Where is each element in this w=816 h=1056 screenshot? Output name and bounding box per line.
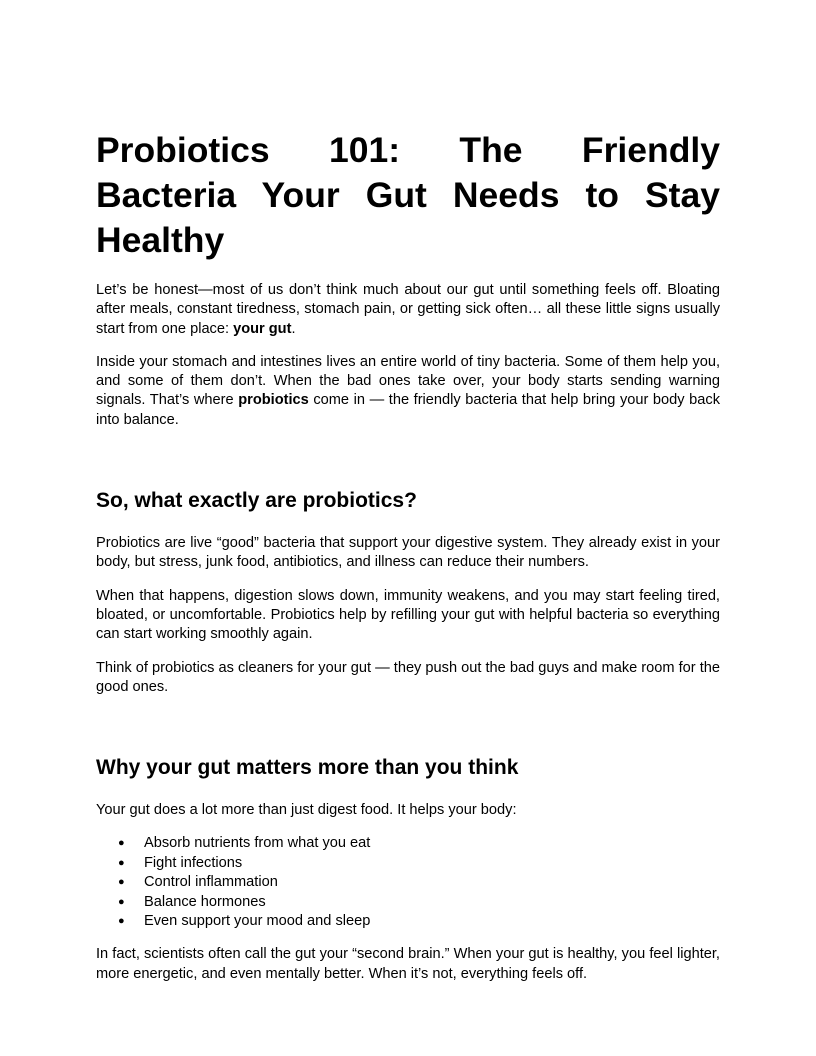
intro-p1-end: . xyxy=(291,320,296,337)
list-item-text: Fight infections xyxy=(144,854,243,871)
intro-p1-bold: your gut xyxy=(233,320,292,337)
section1-paragraph-1: Probiotics are live “good” bacteria that support your digestive system. They already exist in your body, but stress, junk food, antibiotics, and illness can reduce their numbers. xyxy=(96,535,720,571)
bullet-icon: ● xyxy=(118,895,125,908)
bullet-icon: ● xyxy=(118,876,125,889)
list-item-text: Even support your mood and sleep xyxy=(144,913,371,930)
intro-p1-text: Let’s be honest—most of us don’t think much about our gut until something feels off. Bloating after meals, constant tiredness, stomach pain, or getting sick often… all these little signs usually start from one place: xyxy=(96,282,720,337)
intro-paragraph-2 xyxy=(96,353,720,430)
document-title: Probiotics 101: The Friendly Bacteria Your Gut Needs to Stay Healthy xyxy=(96,130,720,260)
document-page xyxy=(96,128,720,984)
list-item xyxy=(96,912,720,931)
bullet-icon: ● xyxy=(118,915,125,928)
section1-paragraph-3: Think of probiotics as cleaners for your gut — they push out the bad guys and make room for the good ones. xyxy=(96,659,720,695)
section-heading-what-are-probiotics: So, what exactly are probiotics? xyxy=(96,489,417,513)
section-heading-why-gut-matters: Why your gut matters more than you think xyxy=(96,756,519,780)
bullet-icon: ● xyxy=(118,856,125,869)
bullet-icon: ● xyxy=(118,837,125,850)
intro-paragraph-1 xyxy=(96,281,720,339)
section2-closing-paragraph: In fact, scientists often call the gut your “second brain.” When your gut is healthy, you feel lighter, more energetic, and even mentally better. When it’s not, everything feels off. xyxy=(96,946,720,982)
list-item xyxy=(96,854,720,873)
intro-p2-bold: probiotics xyxy=(238,392,309,409)
list-item xyxy=(96,893,720,912)
list-item xyxy=(96,834,720,853)
section2-intro: Your gut does a lot more than just digest food. It helps your body: xyxy=(96,802,517,819)
benefits-list xyxy=(96,834,720,931)
list-item xyxy=(96,873,720,892)
list-item-text: Balance hormones xyxy=(144,893,266,910)
intro-p2-text: Inside your stomach and intestines lives an entire world of tiny bacteria. Some of them help you, and some of them don’t. When the bad ones take over, your body starts sending warning signals. That’s where xyxy=(96,353,720,409)
intro-p2-end: come in — the friendly bacteria that help bring your body back into balance. xyxy=(96,392,720,428)
list-item-text: Absorb nutrients from what you eat xyxy=(144,835,371,852)
section1-paragraph-2: When that happens, digestion slows down, immunity weakens, and you may start feeling tired, bloated, or uncomfortable. Probiotics help by refilling your gut with helpful bacteria so everything can start working smoothly again. xyxy=(96,587,720,643)
list-item-text: Control inflammation xyxy=(144,874,278,891)
